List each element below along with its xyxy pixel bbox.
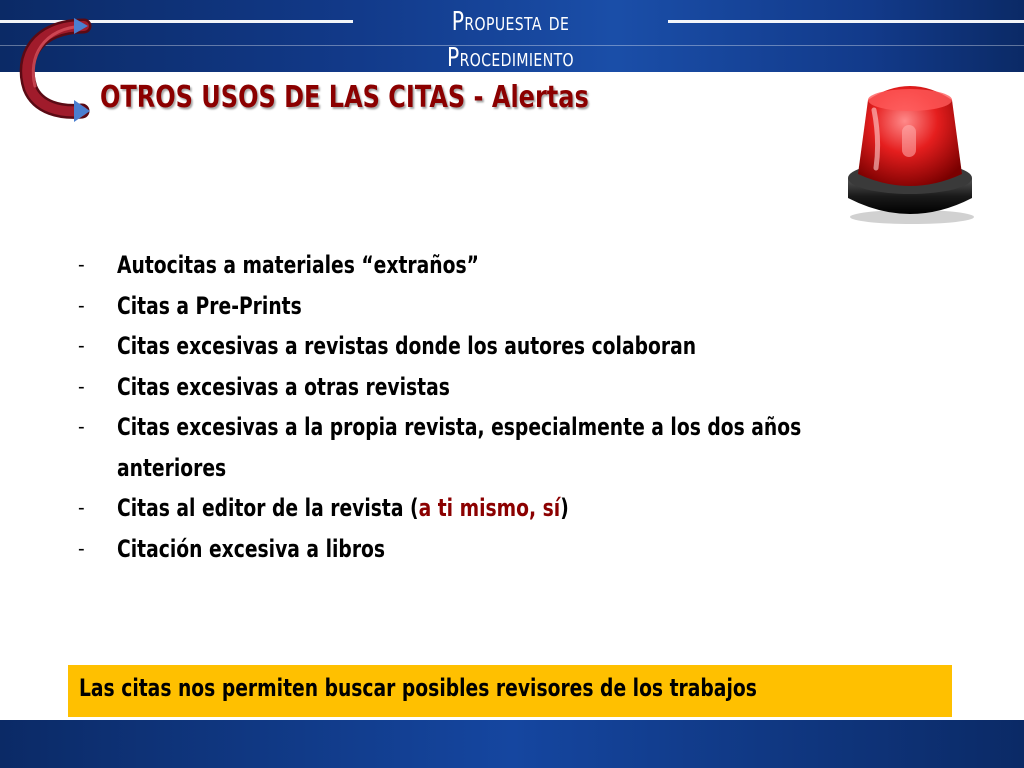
list-item-text-before: Citas al editor de la revista ( xyxy=(117,494,419,522)
bullet-dash: - xyxy=(78,416,85,438)
highlight-text: a ti mismo, sí xyxy=(418,494,561,522)
alert-list xyxy=(78,245,978,569)
list-item-text xyxy=(117,488,897,529)
list-item-text: Citas excesivas a otras revistas xyxy=(117,372,450,401)
header-bar xyxy=(0,0,1024,72)
header-rule-right xyxy=(668,20,1024,23)
list-item xyxy=(78,529,978,570)
list-item-continuation xyxy=(78,448,978,489)
bullet-dash: - xyxy=(78,254,85,276)
footer-bar xyxy=(0,720,1024,768)
list-item-text: Citas a Pre-Prints xyxy=(117,291,302,320)
list-item xyxy=(78,245,978,286)
list-item-text: Citación excesiva a libros xyxy=(117,534,386,563)
bullet-dash: - xyxy=(78,497,85,519)
bullet-dash: - xyxy=(78,294,85,317)
list-item xyxy=(78,367,978,408)
list-item xyxy=(78,407,978,448)
header-title: Propuesta de Procedimiento xyxy=(447,7,574,73)
list-item-text: Citas excesivas a la propia revista, especialmente a los dos años xyxy=(117,413,802,441)
list-item xyxy=(78,286,978,327)
bullet-dash: - xyxy=(78,537,85,560)
list-item-text-after: ) xyxy=(560,494,569,522)
slide-title: OTROS USOS DE LAS CITAS - Alertas xyxy=(100,80,589,115)
list-item xyxy=(78,488,978,529)
curved-back-arrow-icon xyxy=(16,18,96,124)
bullet-dash: - xyxy=(78,335,85,357)
note-box xyxy=(68,665,952,717)
bullet-dash: - xyxy=(78,375,85,398)
list-item-text: Autocitas a materiales “extraños” xyxy=(117,251,479,279)
note-text: Las citas nos permiten buscar posibles revisores de los trabajos xyxy=(79,674,757,702)
red-siren-icon xyxy=(840,80,980,225)
list-item-text: Citas excesivas a revistas donde los autores colaboran xyxy=(117,332,697,360)
list-item xyxy=(78,326,978,367)
list-item-text: anteriores xyxy=(117,453,227,482)
